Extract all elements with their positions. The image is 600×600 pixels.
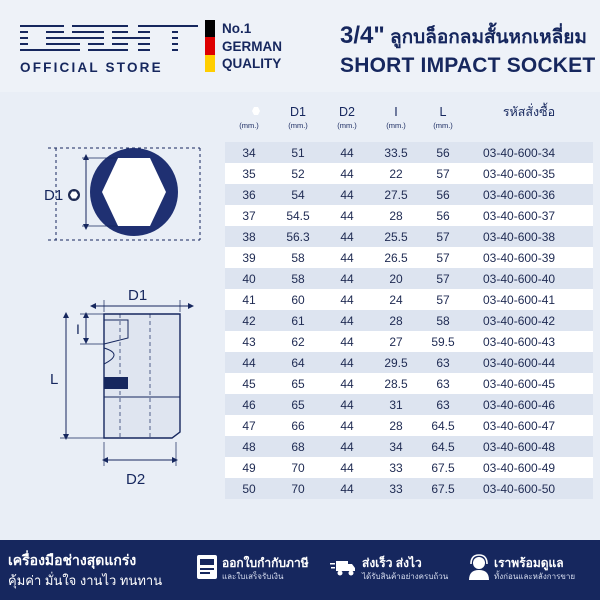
label-d1-hex: D1	[44, 187, 64, 204]
title-thai-text: ลูกบล็อกลมสั้นหกเหลี่ยม	[390, 27, 587, 48]
cell-order-code: 03-40-600-45	[483, 376, 556, 391]
header-hex	[225, 104, 273, 130]
table-row	[225, 310, 593, 331]
cell-hex-size: 34	[242, 145, 256, 160]
footer-slogan: เครื่องมือช่างสุดแกร่ง	[8, 552, 137, 568]
fast-delivery-icon	[330, 554, 356, 580]
cell-d1: 56.3	[286, 229, 310, 244]
header-label: I	[394, 105, 398, 119]
cell-d2: 44	[340, 187, 354, 202]
cell-l: 56	[436, 208, 450, 223]
cell-l: 63	[436, 355, 450, 370]
cell-d1: 68	[291, 439, 305, 454]
cell-l: 63	[436, 376, 450, 391]
cell-d2: 44	[340, 229, 354, 244]
cell-d1: 60	[291, 292, 305, 307]
cell-hex-size: 48	[242, 439, 256, 454]
cell-d1: 58	[291, 250, 305, 265]
cell-d2: 44	[340, 439, 354, 454]
cell-hex-size: 35	[242, 166, 256, 181]
cell-order-code: 03-40-600-35	[483, 166, 556, 181]
cell-hex-size: 42	[242, 313, 256, 328]
cell-hex-size: 44	[242, 355, 256, 370]
table-row	[225, 331, 593, 352]
cell-l: 63	[436, 397, 450, 412]
cell-hex-size: 36	[242, 187, 256, 202]
cell-order-code: 03-40-600-50	[483, 481, 556, 496]
table-row	[225, 478, 593, 499]
cell-i: 27.5	[384, 187, 408, 202]
header-unit: (mm.)	[288, 121, 308, 130]
cell-l: 59.5	[431, 334, 455, 349]
claim-line: GERMAN	[222, 38, 282, 54]
claim-line: No.1	[222, 21, 252, 36]
cell-i: 22	[389, 166, 403, 181]
cell-d1: 66	[291, 418, 305, 433]
cell-l: 64.5	[431, 418, 455, 433]
cell-d1: 64	[291, 355, 305, 370]
cell-i: 28	[389, 418, 403, 433]
cell-order-code: 03-40-600-46	[483, 397, 556, 412]
title-size: 3/4"	[340, 22, 385, 49]
header-d1	[273, 104, 323, 130]
cell-d2: 44	[340, 376, 354, 391]
feature-desc: และใบเสร็จรับเงิน	[222, 572, 284, 581]
table-header	[225, 104, 593, 142]
feature-desc: ทั้งก่อนและหลังการขาย	[494, 572, 576, 581]
tax-invoice-icon	[196, 554, 218, 580]
cell-l: 67.5	[431, 481, 455, 496]
claim-line: QUALITY	[222, 56, 282, 71]
cell-i: 33	[389, 481, 403, 496]
store-label: OFFICIAL STORE	[20, 60, 163, 75]
cell-i: 31	[389, 397, 403, 412]
cell-order-code: 03-40-600-42	[483, 313, 556, 328]
header-order-code	[465, 104, 593, 121]
cell-hex-size: 49	[242, 460, 256, 475]
cell-d2: 44	[340, 208, 354, 223]
header-unit: (mm.)	[433, 121, 453, 130]
cell-d1: 54.5	[286, 208, 310, 223]
cell-i: 34	[389, 439, 403, 454]
cell-i: 25.5	[384, 229, 408, 244]
header-label: L	[439, 105, 447, 119]
table-row	[225, 352, 593, 373]
cell-order-code: 03-40-600-40	[483, 271, 556, 286]
cell-i: 20	[389, 271, 403, 286]
cell-order-code: 03-40-600-44	[483, 355, 556, 370]
cell-l: 57	[436, 292, 450, 307]
cell-l: 56	[436, 187, 450, 202]
table-row	[225, 415, 593, 436]
cell-d1: 54	[291, 187, 305, 202]
header-label: รหัสสั่งซื้อ	[502, 105, 556, 119]
cell-order-code: 03-40-600-34	[483, 145, 556, 160]
cell-d2: 44	[340, 292, 354, 307]
cell-hex-size: 45	[242, 376, 256, 391]
header	[0, 0, 600, 92]
header-label: D2	[339, 105, 355, 119]
cell-order-code: 03-40-600-48	[483, 439, 556, 454]
cell-d2: 44	[340, 460, 354, 475]
feature-title: เราพร้อมดูแล	[494, 556, 564, 570]
support-agent-icon	[468, 554, 490, 580]
header-unit: (mm.)	[386, 121, 406, 130]
cell-i: 27	[389, 334, 403, 349]
socket-diagram	[0, 92, 218, 522]
table-row	[225, 436, 593, 457]
cell-d1: 62	[291, 334, 305, 349]
cell-d2: 44	[340, 250, 354, 265]
feature-title: ส่งเร็ว ส่งไว	[362, 556, 422, 570]
cell-i: 28	[389, 313, 403, 328]
cell-i: 26.5	[384, 250, 408, 265]
cell-d1: 70	[291, 460, 305, 475]
cell-l: 58	[436, 313, 450, 328]
cell-l: 57	[436, 166, 450, 181]
cell-i: 28	[389, 208, 403, 223]
table-row	[225, 226, 593, 247]
table-row	[225, 142, 593, 163]
nkt-logo	[20, 18, 198, 64]
footer	[0, 540, 600, 600]
cell-order-code: 03-40-600-41	[483, 292, 556, 307]
cell-d1: 51	[291, 145, 305, 160]
cell-order-code: 03-40-600-49	[483, 460, 556, 475]
feature-title: ออกใบกำกับภาษี	[222, 556, 309, 570]
table-row	[225, 163, 593, 184]
cell-d1: 52	[291, 166, 305, 181]
cell-hex-size: 50	[242, 481, 256, 496]
table-row	[225, 394, 593, 415]
cell-order-code: 03-40-600-47	[483, 418, 556, 433]
table-row	[225, 289, 593, 310]
cell-i: 29.5	[384, 355, 408, 370]
cell-order-code: 03-40-600-36	[483, 187, 556, 202]
cell-d2: 44	[340, 313, 354, 328]
cell-hex-size: 47	[242, 418, 256, 433]
footer-tagline: คุ้มค่า มั่นใจ งานไว ทนทาน	[8, 573, 163, 588]
cell-order-code: 03-40-600-38	[483, 229, 556, 244]
german-flag-icon	[205, 20, 215, 72]
cell-l: 57	[436, 229, 450, 244]
cell-order-code: 03-40-600-37	[483, 208, 556, 223]
label-d1-top: D1	[128, 287, 148, 304]
table-row	[225, 268, 593, 289]
cell-order-code: 03-40-600-43	[483, 334, 556, 349]
label-l: L	[50, 371, 59, 388]
header-unit: (mm.)	[239, 121, 259, 130]
cell-d2: 44	[340, 397, 354, 412]
cell-d1: 58	[291, 271, 305, 286]
label-d2: D2	[126, 471, 146, 488]
quality-claim	[222, 20, 282, 73]
header-d2	[323, 104, 371, 130]
cell-d2: 44	[340, 418, 354, 433]
cell-d1: 61	[291, 313, 305, 328]
cell-l: 57	[436, 250, 450, 265]
spec-table	[225, 104, 593, 499]
feature-desc: ได้รับสินค้าอย่างครบถ้วน	[362, 572, 449, 581]
header-i	[371, 104, 421, 130]
title-english: SHORT IMPACT SOCKET	[340, 54, 596, 77]
cell-d2: 44	[340, 481, 354, 496]
table-row	[225, 205, 593, 226]
cell-l: 64.5	[431, 439, 455, 454]
label-i: I	[76, 321, 80, 337]
cell-d1: 70	[291, 481, 305, 496]
header-label: D1	[290, 105, 306, 119]
cell-i: 28.5	[384, 376, 408, 391]
cell-hex-size: 43	[242, 334, 256, 349]
header-unit: (mm.)	[337, 121, 357, 130]
cell-d1: 65	[291, 397, 305, 412]
cell-d2: 44	[340, 166, 354, 181]
cell-l: 57	[436, 271, 450, 286]
cell-hex-size: 46	[242, 397, 256, 412]
cell-i: 24	[389, 292, 403, 307]
cell-d1: 65	[291, 376, 305, 391]
socket-side-view	[60, 300, 194, 466]
cell-hex-size: 41	[242, 292, 256, 307]
cell-hex-size: 39	[242, 250, 256, 265]
cell-l: 56	[436, 145, 450, 160]
cell-i: 33	[389, 460, 403, 475]
cell-d2: 44	[340, 271, 354, 286]
table-row	[225, 184, 593, 205]
cell-l: 67.5	[431, 460, 455, 475]
cell-hex-size: 38	[242, 229, 256, 244]
cell-i: 33.5	[384, 145, 408, 160]
header-l	[421, 104, 465, 130]
table-row	[225, 457, 593, 478]
table-body	[225, 142, 593, 499]
cell-hex-size: 37	[242, 208, 256, 223]
cell-hex-size: 40	[242, 271, 256, 286]
cell-order-code: 03-40-600-39	[483, 250, 556, 265]
cell-d2: 44	[340, 145, 354, 160]
table-row	[225, 247, 593, 268]
cell-d2: 44	[340, 334, 354, 349]
title-thai	[340, 22, 587, 52]
cell-d2: 44	[340, 355, 354, 370]
table-row	[225, 373, 593, 394]
